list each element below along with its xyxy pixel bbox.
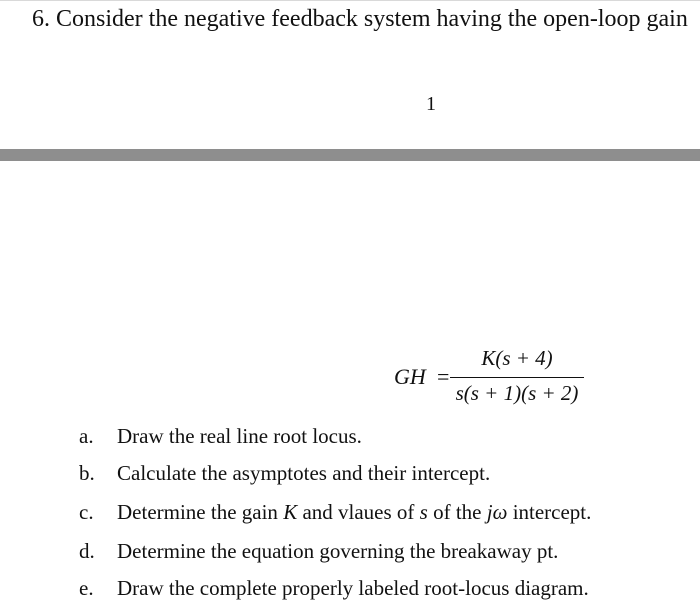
- part-text-segment: Calculate the asymptotes and their intercept.: [117, 461, 491, 485]
- question-part-5: [0, 573, 700, 603]
- math-symbol: s: [419, 500, 428, 524]
- part-text: [117, 458, 490, 488]
- question-title: 6. Consider the negative feedback system having the open-loop gain: [32, 6, 688, 32]
- page-break-bar: [0, 149, 700, 161]
- part-text-segment: Draw the complete properly labeled root-locus diagram.: [117, 576, 589, 600]
- equation-lhs: GH: [394, 364, 426, 389]
- page-number: 1: [426, 93, 436, 115]
- equation-equals: =: [437, 364, 450, 389]
- part-letter: c.: [79, 500, 94, 524]
- part-text-segment: Determine the gain: [117, 500, 284, 524]
- part-letter: d.: [79, 539, 95, 563]
- part-letter: b.: [79, 461, 95, 485]
- question-part-4: [0, 536, 700, 566]
- part-text: [117, 573, 589, 603]
- open-loop-gain-equation: [394, 342, 654, 412]
- part-text-segment: intercept.: [507, 500, 592, 524]
- math-symbol: K: [283, 500, 298, 524]
- part-text: [117, 536, 558, 566]
- part-text: [117, 497, 591, 527]
- part-text: [117, 421, 362, 451]
- part-text-segment: of the: [427, 500, 487, 524]
- equation-denominator: s(s + 1)(s + 2): [455, 381, 579, 405]
- fraction-bar: [450, 377, 584, 378]
- part-text-segment: Determine the equation governing the breakaway pt.: [117, 539, 559, 563]
- question-part-3: [0, 497, 700, 527]
- equation-numerator: K(s + 4): [481, 346, 553, 370]
- part-letter: e.: [79, 576, 94, 600]
- part-text-segment: Draw the real line root locus.: [117, 424, 362, 448]
- question-part-2: [0, 458, 700, 488]
- part-letter: a.: [79, 424, 94, 448]
- top-rule: [0, 0, 700, 1]
- math-symbol: jω: [486, 500, 508, 524]
- equation-fraction: [450, 342, 584, 412]
- part-text-segment: and vlaues of: [297, 500, 420, 524]
- question-part-1: [0, 421, 700, 451]
